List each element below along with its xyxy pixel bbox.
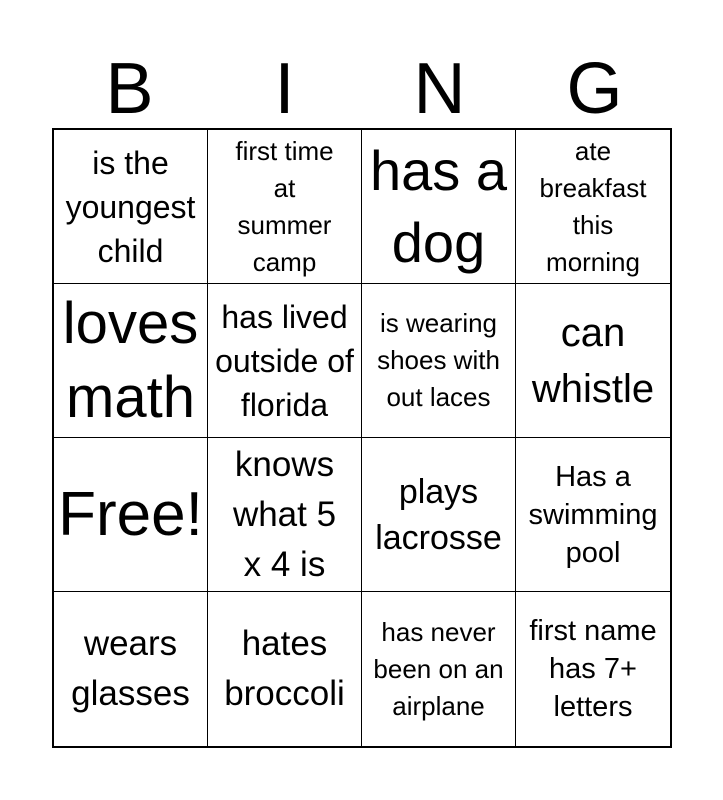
bingo-cell[interactable] — [362, 438, 516, 592]
bingo-cell[interactable] — [54, 284, 208, 438]
bingo-cell[interactable] — [516, 592, 670, 746]
cell-text: first time at summer camp — [235, 135, 334, 277]
cell-text: hates broccoli — [224, 624, 345, 713]
cell-text: is wearing shoes with out laces — [377, 308, 500, 412]
cell-text: first name has 7+ letters — [529, 615, 657, 723]
cell-text: Has a swimming pool — [528, 460, 658, 569]
bingo-cell[interactable] — [208, 284, 362, 438]
bingo-cell[interactable] — [54, 130, 208, 284]
cell-text: plays lacrosse — [375, 472, 502, 557]
bingo-cell[interactable] — [54, 592, 208, 746]
cell-text: wears glasses — [71, 624, 190, 713]
cell-text: can whistle — [531, 310, 655, 411]
cell-text: has lived outside of florida — [215, 298, 354, 423]
header-letter-n: N — [413, 49, 466, 129]
bingo-cell[interactable] — [362, 592, 516, 746]
cell-text: has never been on an airplane — [373, 616, 504, 721]
cell-text: is the youngest child — [65, 144, 196, 269]
bingo-cell[interactable] — [54, 438, 208, 592]
header-letter-b: B — [105, 49, 154, 129]
bingo-cell[interactable] — [208, 438, 362, 592]
cell-text: ate breakfast this morning — [539, 135, 647, 277]
header-letter-g: G — [566, 49, 623, 129]
header-letter-i: I — [274, 49, 295, 129]
bingo-cell[interactable] — [362, 284, 516, 438]
cell-text: knows what 5 x 4 is — [232, 444, 337, 584]
bingo-board — [52, 128, 672, 748]
bingo-cell[interactable] — [516, 284, 670, 438]
bingo-cell[interactable] — [516, 130, 670, 284]
cell-text: loves math — [62, 290, 199, 430]
bingo-header — [52, 50, 672, 128]
cell-text: Free! — [58, 479, 203, 549]
bingo-cell[interactable] — [362, 130, 516, 284]
cell-text: has a dog — [370, 138, 507, 274]
bingo-cell[interactable] — [208, 130, 362, 284]
bingo-cell[interactable] — [208, 592, 362, 746]
bingo-cell[interactable] — [516, 438, 670, 592]
